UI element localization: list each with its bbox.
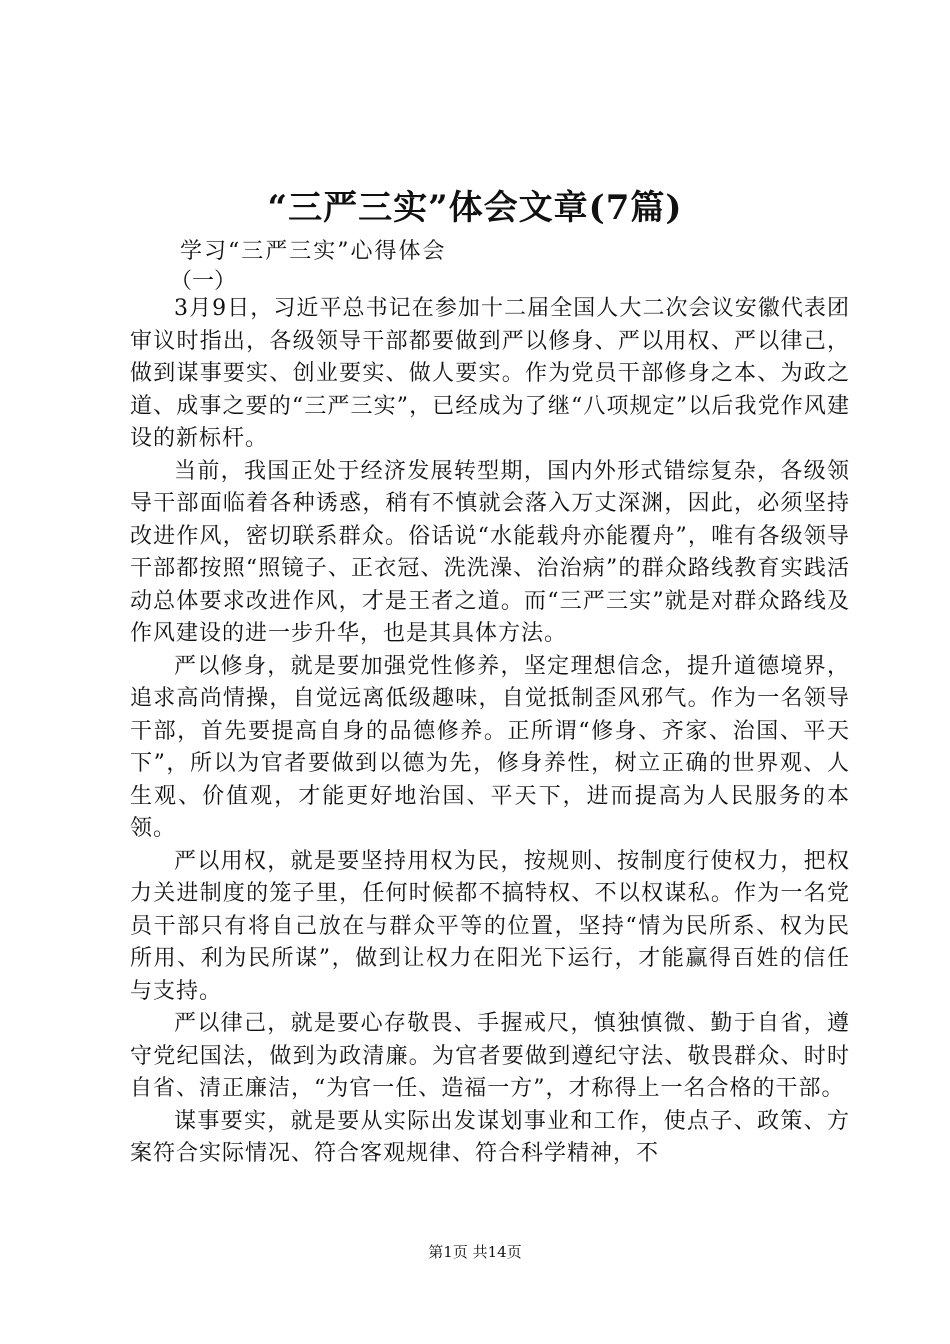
document-title: “三严三实”体会文章(7篇)	[267, 188, 683, 228]
section-number: （一）	[170, 269, 237, 294]
paragraph: 严以修身，就是要加强党性修养，坚定理想信念，提升道德境界，追求高尚情操，自觉远离低级趣味，自觉抵制歪风邪气。作为一名领导干部，首先要提高自身的品德修养。正所谓“修身、齐家、治国、平天下”，所以为官者要做到以德为先，修身养性，树立正确的世界观、人生观、价值观，才能更好地治国、平天下，进而提高为人民服务的本领。	[130, 653, 850, 841]
paragraph: 3月9日，习近平总书记在参加十二届全国人大二次会议安徽代表团审议时指出，各级领导干部都要做到严以修身、严以用权、严以律己，做到谋事要实、创业要实、做人要实。作为党员干部修身之本、为政之道、成事之要的“三严三实”，已经成为了继“八项规定”以后我党作风建设的新标杆。	[130, 296, 850, 451]
paragraph: 严以律己，就是要心存敬畏、手握戒尺，慎独慎微、勤于自省，遵守党纪国法，做到为政清廉。为官者要做到遵纪守法、敬畏群众、时时自省、清正廉洁，“为官一任、造福一方”，才称得上一名合格的干部。	[130, 1011, 850, 1101]
document-subtitle: 学习“三严三实”心得体会	[180, 239, 447, 264]
document-body	[130, 293, 850, 1171]
page-footer: 第1页 共14页	[428, 1243, 522, 1261]
paragraph: 谋事要实，就是要从实际出发谋划事业和工作，使点子、政策、方案符合实际情况、符合客观规律、符合科学精神，不	[130, 1108, 850, 1166]
paragraph: 严以用权，就是要坚持用权为民，按规则、按制度行使权力，把权力关进制度的笼子里，任何时候都不搞特权、不以权谋私。作为一名党员干部只有将自己放在与群众平等的位置，坚持“情为民所系、权为民所用、利为民所谋”，做到让权力在阳光下运行，才能赢得百姓的信任与支持。	[130, 848, 850, 1004]
paragraph: 当前，我国正处于经济发展转型期，国内外形式错综复杂，各级领导干部面临着各种诱惑，稍有不慎就会落入万丈深渊，因此，必须坚持改进作风，密切联系群众。俗话说“水能载舟亦能覆舟”，唯有各级领导干部都按照“照镜子、正衣冠、洗洗澡、治治病”的群众路线教育实践活动总体要求改进作风，才是王者之道。而“三严三实”就是对群众路线及作风建设的进一步升华，也是其具体方法。	[130, 458, 850, 646]
